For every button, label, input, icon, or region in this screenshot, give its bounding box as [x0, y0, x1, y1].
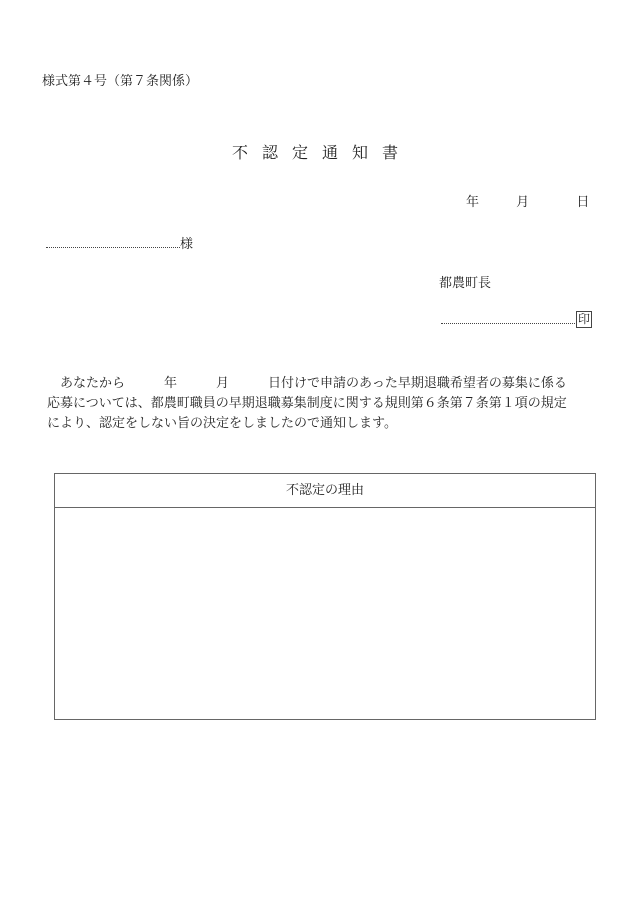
addressee-suffix: 様 [180, 237, 194, 252]
issuer-title: 都農町長 [439, 276, 492, 291]
notice-body-line-3: により、認定をしない旨の決定をしましたので通知します。 [47, 416, 397, 431]
reason-table [54, 473, 596, 720]
reason-content [55, 508, 595, 720]
seal-mark: 印 [578, 312, 591, 326]
notice-body [47, 374, 591, 434]
notice-body-line-1: あなたから 年 月 日付けで申請のあった早期退職希望者の募集に係る [47, 376, 567, 391]
addressee-blank [46, 246, 180, 248]
date-year-label: 年 [466, 195, 480, 210]
notice-body-line-2: 応募については、都農町職員の早期退職募集制度に関する規則第６条第７条第１項の規定 [47, 396, 567, 411]
date-month-label: 月 [516, 195, 530, 210]
issuer-name-blank [441, 322, 575, 324]
date-line [466, 191, 589, 210]
form-number: 様式第４号（第７条関係） [42, 74, 199, 89]
date-day-label: 日 [576, 195, 590, 210]
issuer-name-line [441, 311, 592, 328]
document-title: 不認定通知書 [231, 143, 412, 162]
addressee-line [46, 233, 193, 252]
reason-header: 不認定の理由 [55, 474, 595, 508]
